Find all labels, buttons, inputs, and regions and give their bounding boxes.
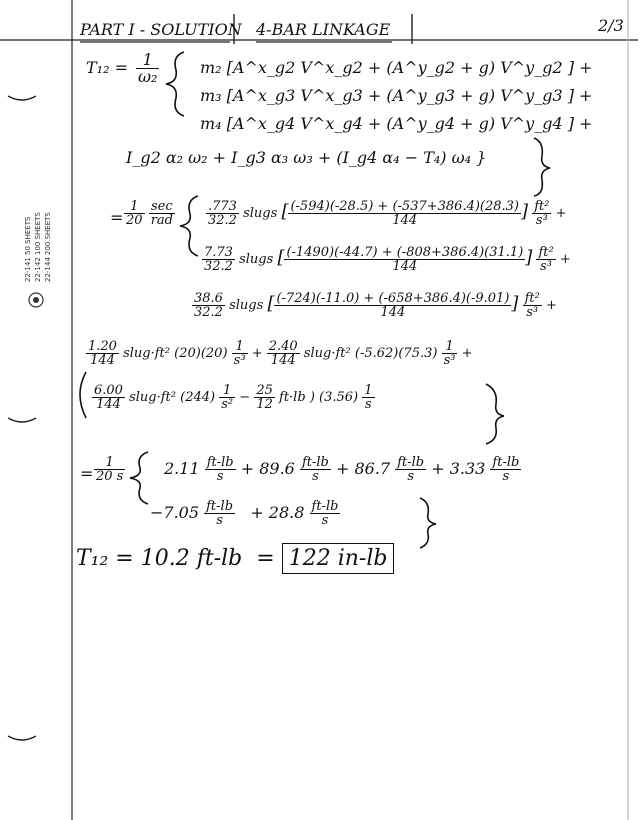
row5-a-num: 6.00 <box>94 383 123 398</box>
row5-b-num: 25 <box>256 383 273 398</box>
result-line <box>76 548 394 570</box>
step2-equals: = <box>110 208 124 227</box>
row3-tail: + <box>545 298 557 313</box>
row5-a-vals: (244) <box>180 390 216 405</box>
row3-mass-num: 38.6 <box>194 291 223 306</box>
row4-tail: + <box>461 346 473 361</box>
coef-den: ω₂ <box>138 67 158 86</box>
row5-b-unit: ft·lb <box>279 390 306 405</box>
step2-row3: $\frac{38.6}{32.2}$ slugs [ $\frac{(-724)(-11.0) + (-658+386.4)(-9.01)}{144}$ ] $\frac{\text{ft²}}{\text{s³}}$ + <box>194 291 557 320</box>
row4-b-frac-den: s³ <box>443 353 456 368</box>
open-brace-3 <box>130 452 148 504</box>
pad-label-1: 22-141 50 SHEETS <box>24 216 32 282</box>
close-brace-1 <box>534 138 550 196</box>
result-equals: = <box>256 546 275 571</box>
row1-mass-num: .773 <box>208 199 237 214</box>
step2-row5 <box>92 384 375 411</box>
row5-b-den: 12 <box>256 397 273 412</box>
row1-mass-den: 32.2 <box>208 213 237 228</box>
step2-unit-num: sec <box>149 200 175 214</box>
page-number: 2/3 <box>598 16 624 35</box>
row5-a-frac-num: 1 <box>219 384 235 398</box>
step3-term-4: + 3.33 $\frac{ft-lb}{s}$ <box>431 455 520 484</box>
step3-coef-den: 20 s <box>96 469 124 484</box>
pad-label-3: 22-144 200 SHEETS <box>44 212 52 282</box>
row5-a-den: 144 <box>96 397 121 412</box>
row4-a-vals: (20)(20) <box>174 346 228 361</box>
row4-a-num: 1.20 <box>88 339 117 354</box>
step3-term-1: 2.11 $\frac{ft-lb}{s}$ <box>164 455 234 484</box>
step2-coef <box>124 200 175 227</box>
step2-row1: $\frac{.773}{32.2}$ slugs [ $\frac{(-594)(-28.5) + (-537+386.4)(28.3)}{144}$ ] $\frac{\text{ft²}}{\text{s³}}$ + <box>208 199 567 228</box>
step3-coef-num: 1 <box>94 456 125 470</box>
row1-unit-num: ft² <box>534 199 550 214</box>
row4-b-den: 144 <box>270 353 296 368</box>
row4-a-den: 144 <box>90 353 115 368</box>
row1-tail: + <box>555 206 567 221</box>
row5-a-frac-den: s² <box>221 397 234 412</box>
row4-b-num: 2.40 <box>268 339 298 354</box>
row4-a-frac-num: 1 <box>232 340 248 354</box>
row4-b-vals: (-5.62)(75.3) <box>354 346 438 361</box>
torque-lhs: T₁₂ = <box>86 58 128 77</box>
binder-hole-1 <box>8 96 36 100</box>
step3-equals: = <box>80 464 94 483</box>
row3-bracket-num: (-724)(-11.0) + (-658+386.4)(-9.01) <box>276 291 510 306</box>
binder-hole-2 <box>8 418 36 422</box>
row2-mass-num: 7.73 <box>204 245 233 260</box>
equation-line-4: I_g2 α₂ ω₂ + I_g3 α₃ ω₃ + (I_g4 α₄ − T₄) ω₄ } <box>126 148 487 167</box>
pad-logo-inner <box>33 297 39 303</box>
row2-unit-den: s³ <box>540 259 553 274</box>
row2-slugs: slugs <box>239 252 274 267</box>
result-value: 10.2 ft-lb <box>140 546 243 571</box>
row1-slugs: slugs <box>243 206 278 221</box>
row4-b-unit: slug·ft² <box>303 346 351 361</box>
coef-num: 1 <box>136 52 159 69</box>
row3-unit-den: s³ <box>526 305 539 320</box>
row2-unit-num: ft² <box>538 245 554 260</box>
row3-mass-den: 32.2 <box>194 305 223 320</box>
row1-unit-den: s³ <box>535 213 548 228</box>
step3-term-5: −7.05 $\frac{ft-lb}{s}$ <box>150 499 234 528</box>
header-part: PART I - SOLUTION <box>80 20 242 39</box>
row5-a-unit: slug·ft² <box>129 390 176 405</box>
open-paren-row5 <box>80 372 86 418</box>
step2-coef-num: 1 <box>124 200 145 214</box>
step3-terms-line1 <box>164 456 521 483</box>
coef-fraction <box>136 52 159 85</box>
row5-c-frac-den: s <box>365 397 372 412</box>
step3-terms-line2 <box>150 500 340 527</box>
result-lhs: T₁₂ = <box>76 546 134 571</box>
row2-mass-den: 32.2 <box>204 259 233 274</box>
binder-hole-3 <box>8 736 36 740</box>
step3-coef <box>94 456 125 483</box>
open-brace-2 <box>180 196 198 256</box>
close-brace-3 <box>420 498 436 548</box>
equation-line-2: m₃ [A^x_g3 V^x_g3 + (A^y_g3 + g) V^y_g3 ] + <box>200 86 593 105</box>
row2-bracket-den: 144 <box>392 259 418 274</box>
row4-b-frac-num: 1 <box>442 340 458 354</box>
pad-label-2: 22-142 100 SHEETS <box>34 212 42 282</box>
step3-term-3: + 86.7 $\frac{ft-lb}{s}$ <box>335 455 425 484</box>
row3-unit-num: ft² <box>524 291 540 306</box>
result-boxed-answer: 122 in-lb <box>282 543 395 574</box>
open-brace-1 <box>166 52 184 116</box>
row2-bracket-num: (-1490)(-44.7) + (-808+386.4)(31.1) <box>286 245 524 260</box>
row1-bracket-den: 144 <box>392 213 418 228</box>
row2-tail: + <box>559 252 571 267</box>
row4-a-unit: slug·ft² <box>123 346 170 361</box>
row5-c-vals: ) (3.56) <box>309 390 359 405</box>
step3-term-6: + 28.8 $\frac{ft-lb}{s}$ <box>250 499 339 528</box>
close-brace-2 <box>486 384 504 444</box>
row5-minus: − <box>239 390 251 405</box>
row5-c-frac-num: 1 <box>364 383 373 398</box>
row1-bracket-num: (-594)(-28.5) + (-537+386.4)(28.3) <box>290 199 520 214</box>
row4-a-frac-den: s³ <box>233 353 246 368</box>
step2-row2: $\frac{7.73}{32.2}$ slugs [ $\frac{(-1490)(-44.7) + (-808+386.4)(31.1)}{144}$ ] $\frac{\text{ft²}}{\text{s³}}$ + <box>204 245 571 274</box>
header-topic: 4-BAR LINKAGE <box>256 20 391 39</box>
step3-term-2: + 89.6 $\frac{ft-lb}{s}$ <box>240 455 329 484</box>
step2-coef-den: 20 <box>126 213 143 228</box>
equation-line-3: m₄ [A^x_g4 V^x_g4 + (A^y_g4 + g) V^y_g4 ] + <box>200 114 593 133</box>
row3-bracket-den: 144 <box>380 305 406 320</box>
row4-plus: + <box>251 346 263 361</box>
step2-unit-den: rad <box>150 213 173 228</box>
equation-line-1: m₂ [A^x_g2 V^x_g2 + (A^y_g2 + g) V^y_g2 ] + <box>200 58 593 77</box>
row3-slugs: slugs <box>229 298 264 313</box>
step2-row4 <box>86 340 473 367</box>
